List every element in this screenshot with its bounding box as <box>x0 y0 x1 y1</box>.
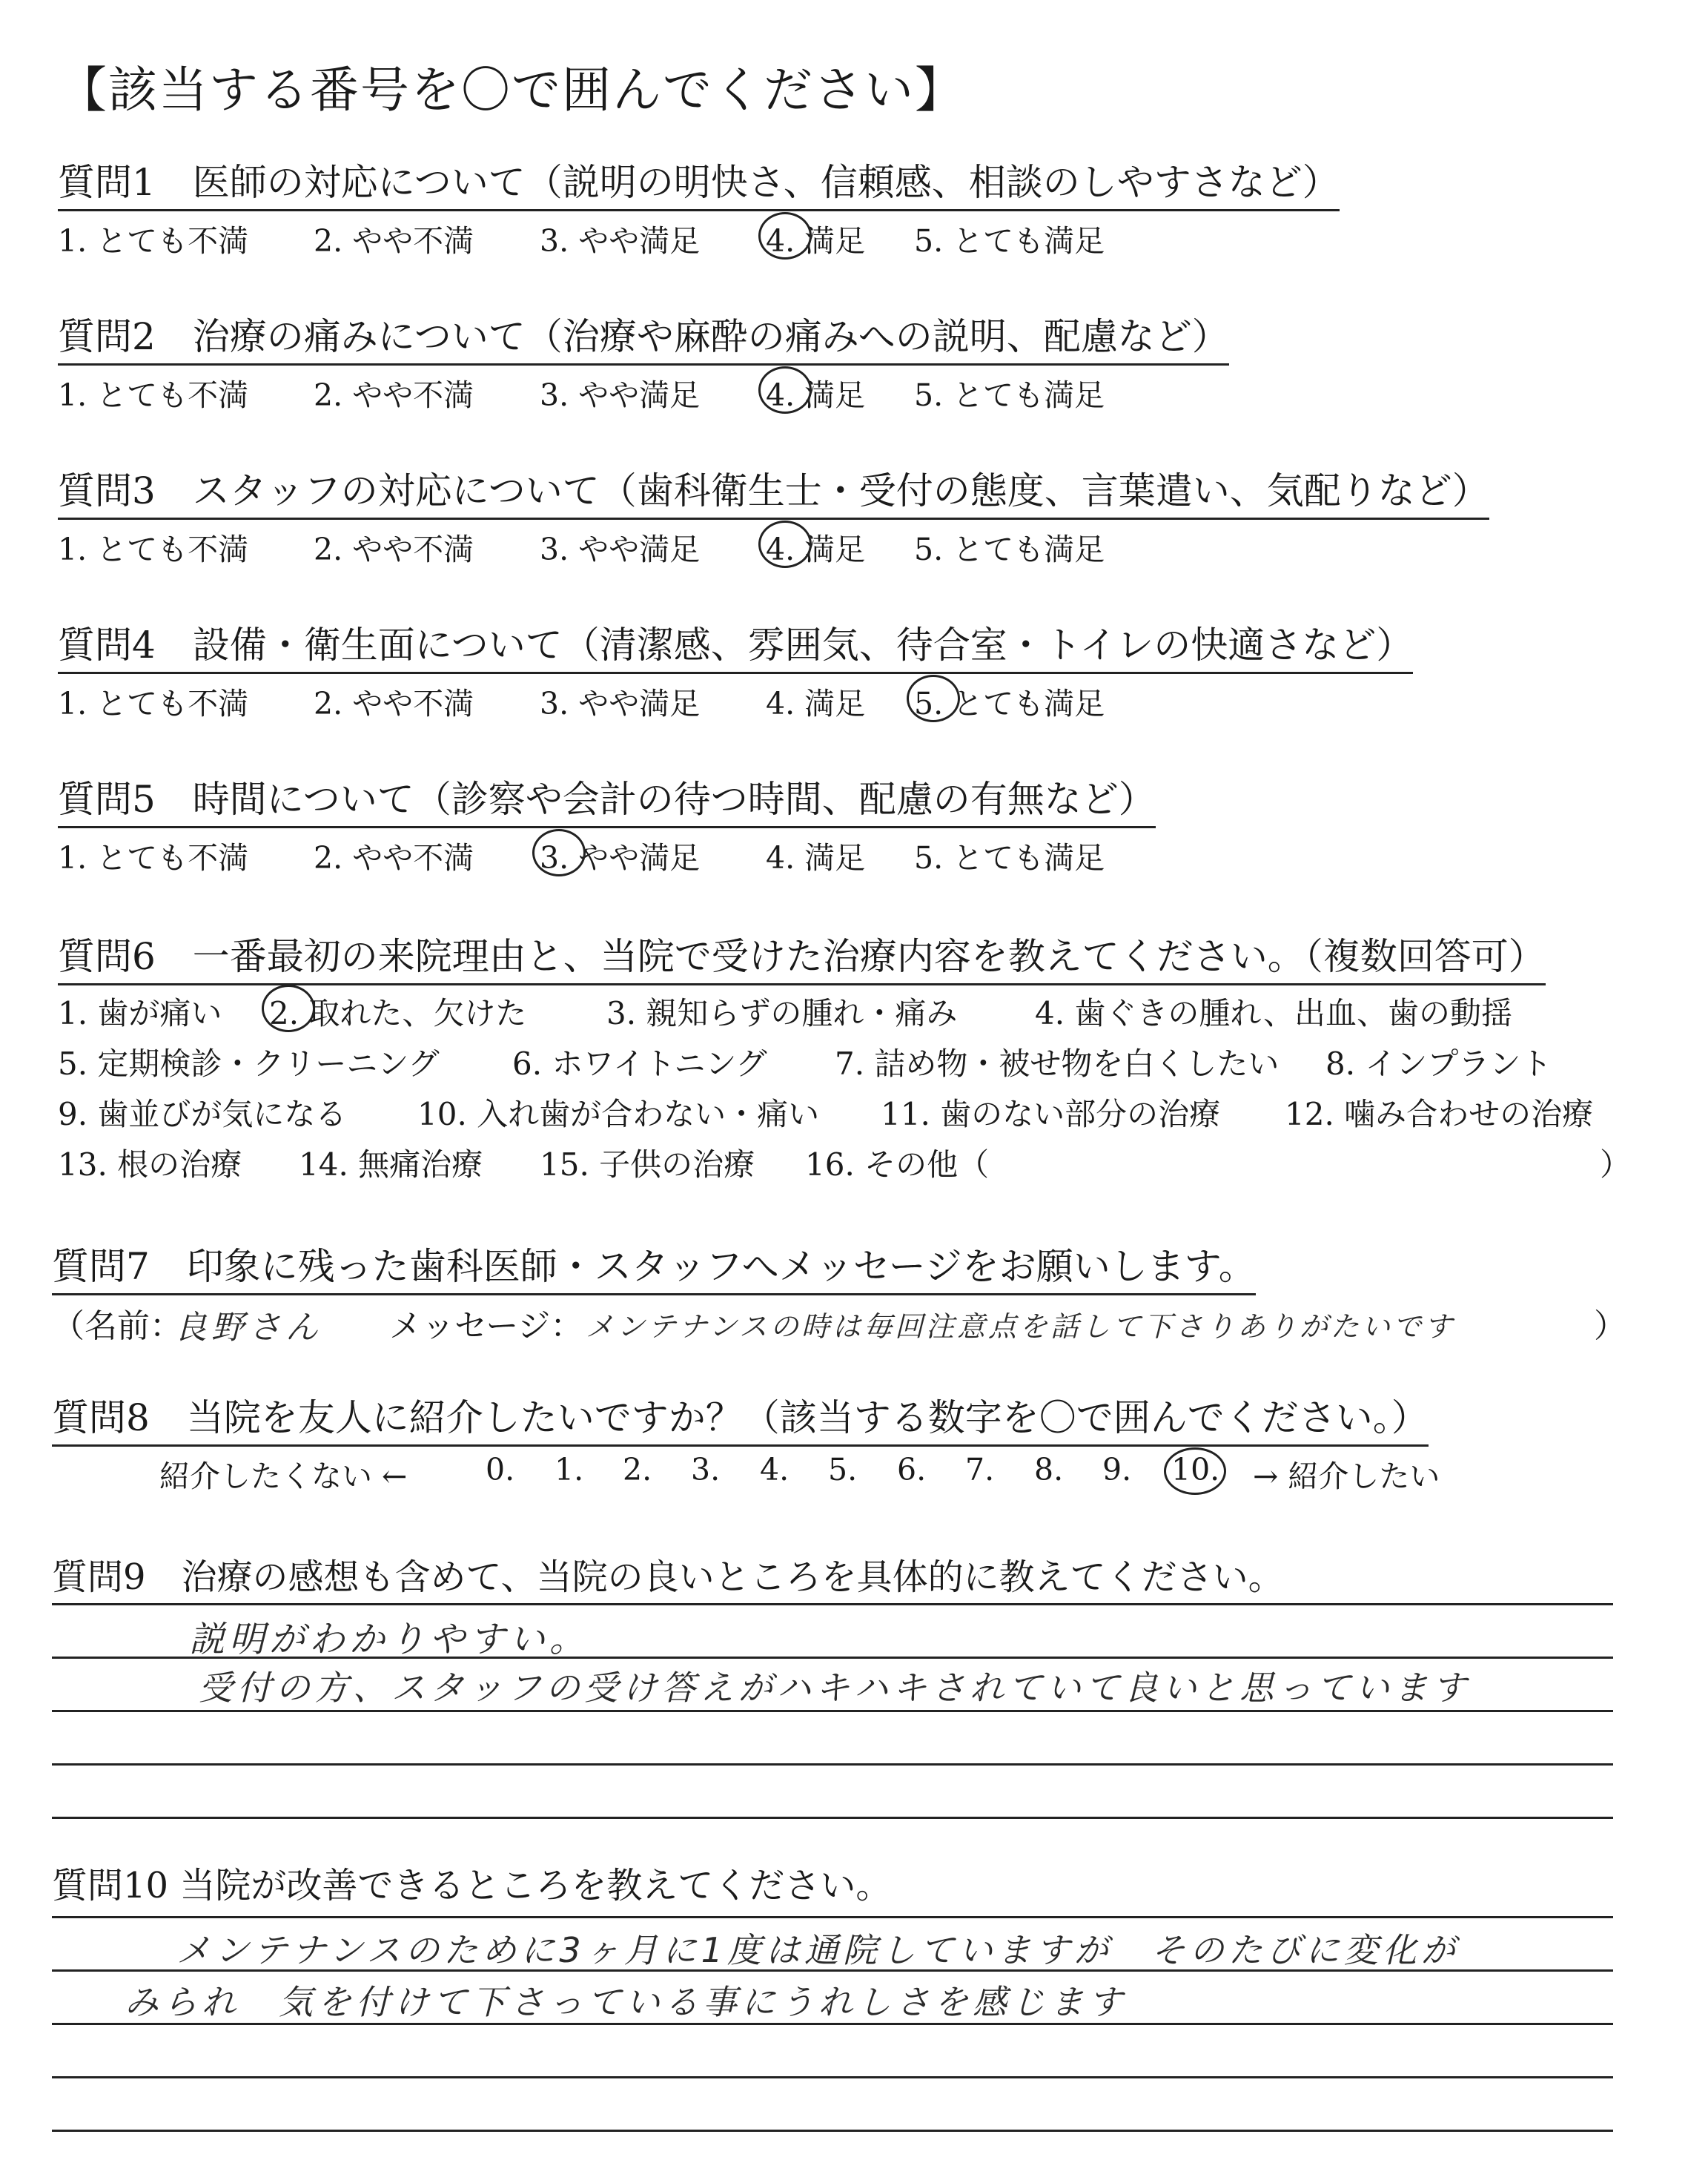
question-2-title: 質問2 治療の痛みについて（治療や麻酔の痛みへの説明、配慮など） <box>58 307 1229 366</box>
question-8-scale <box>0 1452 1708 1496</box>
scale-4[interactable]: 4. <box>760 1452 790 1487</box>
q2-option-5[interactable]: 5. とても満足 <box>914 377 1105 413</box>
question-5-title: 質問5 時間について（診察や会計の待つ時間、配慮の有無など） <box>58 770 1156 828</box>
scale-1[interactable]: 1. <box>555 1452 584 1487</box>
scale-5[interactable]: 5. <box>828 1452 858 1487</box>
selection-circle <box>262 985 315 1032</box>
selection-circle <box>758 212 812 260</box>
question-6-options <box>58 989 1632 1256</box>
message-label: メッセージ： <box>389 1307 583 1345</box>
selection-circle <box>1164 1447 1226 1495</box>
q3-option-3[interactable]: 3. やや満足 <box>540 532 701 567</box>
q10-answer-line-1[interactable]: メンテナンスのために3ヶ月に1度は通院していますが そのたびに変化が <box>176 1930 1460 1970</box>
q6-option-5[interactable]: 5. 定期検診・クリーニング <box>58 1046 440 1082</box>
q1-option-4[interactable]: 4. 満足 <box>766 217 865 260</box>
q6-option-12[interactable]: 12. 噛み合わせの治療 <box>1285 1096 1594 1132</box>
q4-option-2[interactable]: 2. やや不満 <box>314 686 474 721</box>
question-3-title: 質問3 スタッフの対応について（歯科衛生士・受付の態度、言葉遣い、気配りなど） <box>58 461 1489 520</box>
question-6-title: 質問6 一番最初の来院理由と、当院で受けた治療内容を教えてください。（複数回答可） <box>58 927 1546 985</box>
q6-option-16[interactable]: 16. その他（ <box>805 1146 990 1183</box>
scale-3[interactable]: 3. <box>691 1452 721 1487</box>
q6-option-10[interactable]: 10. 入れ歯が合わない・痛い <box>417 1096 820 1132</box>
q6-option-1[interactable]: 1. 歯が痛い <box>58 995 222 1031</box>
q2-option-2[interactable]: 2. やや不満 <box>314 377 474 413</box>
question-4-options <box>58 679 1170 724</box>
q6-option-4[interactable]: 4. 歯ぐきの腫れ、出血、歯の動揺 <box>1035 995 1512 1031</box>
q4-option-5[interactable]: 5. とても満足 <box>914 679 1105 723</box>
q6-option-11[interactable]: 11. 歯のない部分の治療 <box>881 1096 1221 1132</box>
scale-6[interactable]: 6. <box>897 1452 927 1487</box>
answer-line <box>52 2076 1613 2078</box>
scale-9[interactable]: 9. <box>1102 1452 1132 1487</box>
q9-answer-line-1[interactable]: 説明がわかりやすい。 <box>189 1619 590 1660</box>
question-3-options <box>58 525 1170 569</box>
q5-option-1[interactable]: 1. とても不満 <box>58 840 249 876</box>
question-2-options <box>58 371 1170 415</box>
q4-option-4[interactable]: 4. 満足 <box>766 686 866 721</box>
answer-line <box>52 1763 1613 1766</box>
q2-option-1[interactable]: 1. とても不満 <box>58 377 249 413</box>
q5-option-5[interactable]: 5. とても満足 <box>914 840 1105 876</box>
selection-circle <box>532 829 586 876</box>
question-1-title: 質問1 医師の対応について（説明の明快さ、信頼感、相談のしやすさなど） <box>58 153 1340 211</box>
answer-line <box>52 1710 1613 1712</box>
page-header: 【該当する番号を〇で囲んでください】 <box>58 62 965 119</box>
scale-10[interactable]: 10. <box>1171 1452 1219 1487</box>
answer-line <box>52 1603 1613 1605</box>
name-label: （名前： <box>52 1307 182 1345</box>
q6-other-close: ） <box>1600 1146 1632 1183</box>
answer-line <box>52 1817 1613 1819</box>
q6-option-9[interactable]: 9. 歯並びが気になる <box>58 1096 347 1132</box>
q6-option-8[interactable]: 8. インプラント <box>1325 1046 1552 1082</box>
q3-option-2[interactable]: 2. やや不満 <box>314 532 474 567</box>
selection-circle <box>907 675 960 722</box>
q2-option-4[interactable]: 4. 満足 <box>766 371 865 415</box>
question-1-options <box>58 217 1170 261</box>
answer-line <box>52 2130 1613 2132</box>
question-8-title: 質問8 当院を友人に紹介したいですか？（該当する数字を〇で囲んでください。） <box>52 1388 1429 1447</box>
message-value[interactable]: メンテナンスの時は毎回注意点を話して下さりありがたいです <box>586 1310 1455 1343</box>
question-9-title: 質問9 治療の感想も含めて、当院の良いところを具体的に教えてください。 <box>52 1556 1284 1598</box>
scale-2[interactable]: 2. <box>623 1452 652 1487</box>
question-4-title: 質問4 設備・衛生面について（清潔感、雰囲気、待合室・トイレの快適さなど） <box>58 615 1413 674</box>
q1-option-3[interactable]: 3. やや満足 <box>540 223 701 259</box>
q6-option-6[interactable]: 6. ホワイトニング <box>512 1046 767 1082</box>
q4-option-1[interactable]: 1. とても不満 <box>58 686 249 721</box>
q1-option-2[interactable]: 2. やや不満 <box>314 223 474 259</box>
scale-8[interactable]: 8. <box>1034 1452 1064 1487</box>
q6-option-14[interactable]: 14. 無痛治療 <box>299 1146 483 1183</box>
q5-option-3[interactable]: 3. やや満足 <box>540 833 700 877</box>
scale-right-label: → 紹介したい <box>1253 1459 1440 1494</box>
q1-option-5[interactable]: 5. とても満足 <box>914 223 1105 259</box>
question-7-answer <box>52 1299 1626 1347</box>
q1-option-1[interactable]: 1. とても不満 <box>58 223 249 259</box>
q5-option-4[interactable]: 4. 満足 <box>766 840 866 876</box>
q2-option-3[interactable]: 3. やや満足 <box>540 377 701 413</box>
question-7-title: 質問7 印象に残った歯科医師・スタッフへメッセージをお願いします。 <box>52 1237 1256 1295</box>
q6-option-3[interactable]: 3. 親知らずの腫れ・痛み <box>606 995 958 1031</box>
name-value[interactable]: 良野さん <box>174 1309 322 1347</box>
q6-option-13[interactable]: 13. 根の治療 <box>58 1146 242 1183</box>
selection-circle <box>758 521 812 568</box>
scale-7[interactable]: 7. <box>965 1452 995 1487</box>
q3-option-4[interactable]: 4. 満足 <box>766 525 865 569</box>
q3-option-5[interactable]: 5. とても満足 <box>914 532 1105 567</box>
selection-circle <box>758 366 812 414</box>
message-close: ） <box>1594 1307 1626 1345</box>
q6-option-2[interactable]: 2. 取れた、欠けた <box>269 989 526 1034</box>
q4-option-3[interactable]: 3. やや満足 <box>540 686 701 721</box>
q6-option-15[interactable]: 15. 子供の治療 <box>540 1146 755 1183</box>
question-5-options <box>58 833 1170 878</box>
scale-left-label: 紹介したくない ← <box>159 1459 408 1494</box>
q5-option-2[interactable]: 2. やや不満 <box>314 840 474 876</box>
q10-answer-line-2[interactable]: みられ 気を付けて下さっている事にうれしさを感じます <box>125 1982 1127 2022</box>
q3-option-1[interactable]: 1. とても不満 <box>58 532 249 567</box>
q6-option-7[interactable]: 7. 詰め物・被せ物を白くしたい <box>835 1046 1280 1082</box>
q9-answer-line-2[interactable]: 受付の方、スタッフの受け答えがハキハキされていて良いと思っています <box>199 1668 1471 1708</box>
scale-0[interactable]: 0. <box>486 1452 515 1487</box>
answer-line <box>52 1916 1613 1918</box>
question-10-title: 質問10 当院が改善できるところを教えてください。 <box>52 1865 892 1906</box>
